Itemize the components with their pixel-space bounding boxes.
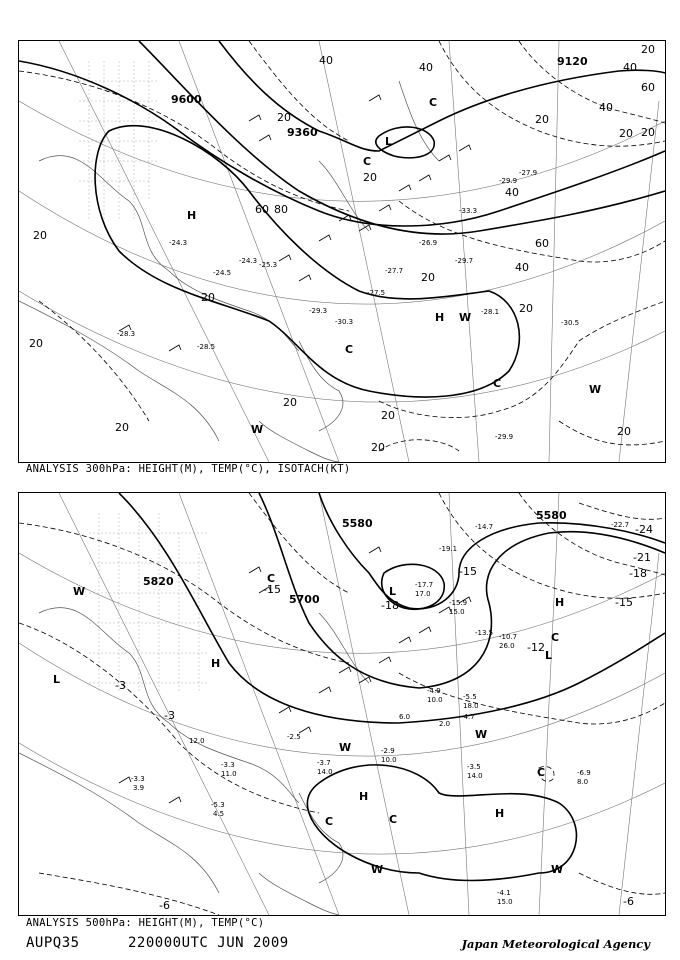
longitude-line <box>539 493 559 915</box>
dewpoint-label: 12.0 <box>189 737 205 745</box>
temp-contour-label: -3 <box>115 679 126 692</box>
center-marker: C <box>429 96 438 109</box>
dewpoint-label: 15.0 <box>449 608 465 616</box>
agency-name: Japan Meteorological Agency <box>461 937 650 951</box>
temp-label: -29.9 <box>495 433 514 441</box>
dewpoint-label: 18.0 <box>463 702 479 710</box>
temp-contour-label: -6 <box>159 899 170 912</box>
coastline <box>299 793 343 883</box>
analysis-datetime: 220000UTC JUN 2009 <box>128 935 289 951</box>
isotach <box>39 301 149 421</box>
dewpoint-label: 14.0 <box>317 768 333 776</box>
isotach-label: 20 <box>619 127 633 140</box>
isotach-label: 20 <box>33 229 47 242</box>
longitude-line <box>179 493 339 915</box>
temp-label: -28.1 <box>481 308 500 316</box>
dewpoint-label: 8.0 <box>577 778 589 786</box>
center-marker: H <box>495 807 505 820</box>
center-marker: W <box>589 383 602 396</box>
isotach-label: 60 <box>535 237 549 250</box>
height-contour <box>219 41 665 151</box>
temp-label: -27.5 <box>367 289 386 297</box>
isotach-label: 40 <box>623 61 637 74</box>
temp-label: -29.3 <box>309 307 328 315</box>
grid-hatch-bottom <box>89 513 209 693</box>
isotach-label: 60 <box>641 81 655 94</box>
temperature-labels-bottom <box>131 521 629 897</box>
center-marker: W <box>475 728 488 741</box>
latitude-line <box>19 553 665 653</box>
center-marker: C <box>325 815 334 828</box>
center-marker: H <box>211 657 221 670</box>
temp-label: -3.3 <box>131 775 145 783</box>
center-marker: C <box>537 766 546 779</box>
temp-contour <box>579 873 665 894</box>
isotach-label: 20 <box>29 337 43 350</box>
coastline <box>259 873 339 915</box>
temp-label: -3.7 <box>317 759 331 767</box>
height-label: 5580 <box>536 509 567 522</box>
isotach-label: 20 <box>363 171 377 184</box>
center-marker: L <box>385 135 393 148</box>
center-marker: C <box>267 572 276 585</box>
center-marker: W <box>251 423 264 436</box>
temperature-contours-bottom <box>19 493 665 915</box>
isotach <box>559 421 665 445</box>
temp-label: -4.9 <box>427 687 441 695</box>
dewpoint-label: 3.9 <box>133 784 145 792</box>
longitude-line <box>319 41 409 462</box>
temp-label: -30.5 <box>561 319 580 327</box>
isotach-label: 20 <box>201 291 215 304</box>
latitude-line <box>19 291 665 402</box>
center-marker: W <box>371 863 384 876</box>
center-marker: H <box>187 209 197 222</box>
dewpoint-label: 15.0 <box>497 898 513 906</box>
temp-contour-label: -18 <box>381 599 399 612</box>
height-contour <box>139 41 665 234</box>
pressure-centers-bottom <box>53 572 564 876</box>
height-label: 5580 <box>342 517 373 530</box>
map-500hpa-canvas <box>19 493 665 915</box>
temp-label: -29.7 <box>455 257 474 265</box>
isotach-label: 40 <box>599 101 613 114</box>
latitude-line <box>19 101 665 201</box>
temp-label: -4.1 <box>497 889 511 897</box>
isotach-label: 20 <box>535 113 549 126</box>
coastline <box>259 421 339 462</box>
isotach-label: 20 <box>617 425 631 438</box>
temp-contour-label: -24 <box>635 523 653 536</box>
panel-title-300hpa: ANALYSIS 300hPa: HEIGHT(M), TEMP(°C), ISOTACH(KT) <box>26 463 351 475</box>
isotach-label: 20 <box>519 302 533 315</box>
longitude-line <box>619 101 659 462</box>
center-marker: L <box>53 673 61 686</box>
longitude-line <box>59 493 269 915</box>
temp-contour-label: -3 <box>164 709 175 722</box>
temp-label: -28.5 <box>197 343 216 351</box>
isotach-label: 20 <box>277 111 291 124</box>
temp-label: -27.9 <box>519 169 538 177</box>
temp-label: -4.7 <box>461 713 475 721</box>
temp-label: -30.3 <box>335 318 354 326</box>
grid-hatch-top <box>79 61 159 221</box>
map-300hpa-canvas <box>19 41 665 462</box>
height-label: 5820 <box>143 575 174 588</box>
temp-contour-label: -15 <box>459 565 477 578</box>
longitude-line <box>449 41 479 462</box>
height-label: 5700 <box>289 593 320 606</box>
isotach-label: 40 <box>419 61 433 74</box>
graticule-bottom <box>19 493 665 915</box>
temp-contour-label: -15 <box>615 596 633 609</box>
temp-label: -17.7 <box>415 581 434 589</box>
temp-label: -2.5 <box>287 733 301 741</box>
panel-title-500hpa: ANALYSIS 500hPa: HEIGHT(M), TEMP(°C) <box>26 917 265 929</box>
dewpoint-label: 26.0 <box>499 642 515 650</box>
temp-label: -13.5 <box>475 629 494 637</box>
center-marker: L <box>545 649 553 662</box>
longitude-line <box>319 493 409 915</box>
isotach-label: 80 <box>274 203 288 216</box>
temp-label: -28.3 <box>117 330 136 338</box>
dewpoint-labels-bottom <box>133 590 588 906</box>
temp-contour-label: -15 <box>263 583 281 596</box>
isotach-label: 40 <box>319 54 333 67</box>
temp-label: -3.3 <box>221 761 235 769</box>
height-label: 9120 <box>557 55 588 68</box>
temp-label: -14.7 <box>475 523 494 531</box>
center-marker: C <box>345 343 354 356</box>
center-marker: H <box>555 596 565 609</box>
temp-label: -2.9 <box>381 747 395 755</box>
map-panel-300hpa <box>18 40 666 463</box>
dewpoint-label: 6.0 <box>399 713 411 721</box>
isotach-labels-top <box>29 43 655 454</box>
center-marker: W <box>459 311 472 324</box>
temp-label: -15.9 <box>449 599 468 607</box>
dewpoint-label: 2.0 <box>439 720 451 728</box>
temp-label: -24.3 <box>169 239 188 247</box>
isotach-label: 40 <box>505 186 519 199</box>
coastline <box>19 301 219 441</box>
center-marker: W <box>339 741 352 754</box>
temp-label: -24.3 <box>239 257 258 265</box>
coastline <box>39 156 299 351</box>
coastline <box>19 753 219 893</box>
temp-label: -6.9 <box>577 769 591 777</box>
temp-contour-label: -21 <box>633 551 651 564</box>
center-marker: W <box>551 863 564 876</box>
temp-label: -3.5 <box>467 763 481 771</box>
pressure-centers-top <box>187 96 601 436</box>
isotach-label: 20 <box>641 126 655 139</box>
bulletin-code: AUPQ35 <box>26 935 80 951</box>
temp-label: -26.9 <box>419 239 438 247</box>
temp-contour <box>579 503 665 519</box>
map-panel-500hpa <box>18 492 666 916</box>
isotach-label: 20 <box>381 409 395 422</box>
isotach-label: 20 <box>421 271 435 284</box>
isotach-label: 20 <box>371 441 385 454</box>
latitude-line <box>19 743 665 854</box>
temp-contour <box>249 493 349 593</box>
temp-contour <box>39 873 219 915</box>
temp-label: -33.3 <box>459 207 478 215</box>
isotach-label: 60 <box>255 203 269 216</box>
center-marker: H <box>435 311 445 324</box>
isotach-label: 20 <box>115 421 129 434</box>
height-contour <box>259 493 665 688</box>
temp-contour-label: -18 <box>629 567 647 580</box>
isotach <box>19 71 349 211</box>
height-label: 9600 <box>171 93 202 106</box>
center-marker: C <box>363 155 372 168</box>
temp-label: -19.1 <box>439 545 458 553</box>
longitude-line <box>179 41 339 462</box>
longitude-line <box>549 41 559 462</box>
temp-contour-label: -12 <box>527 641 545 654</box>
isotach-label: 40 <box>515 261 529 274</box>
temp-label: -25.3 <box>259 261 278 269</box>
dewpoint-label: 10.0 <box>427 696 443 704</box>
temp-contour-label: -6 <box>623 895 634 908</box>
center-marker: C <box>389 813 398 826</box>
height-label: 9360 <box>287 126 318 139</box>
center-marker: W <box>73 585 86 598</box>
graticule-top <box>19 41 665 462</box>
high-center-contour <box>307 765 576 881</box>
isotach <box>379 301 665 418</box>
temp-label: -5.3 <box>211 801 225 809</box>
temp-label: -24.5 <box>213 269 232 277</box>
center-marker: C <box>493 377 502 390</box>
temp-label: -5.5 <box>463 693 477 701</box>
dewpoint-label: 17.0 <box>415 590 431 598</box>
center-marker: H <box>359 790 369 803</box>
dewpoint-label: 10.0 <box>381 756 397 764</box>
isotach <box>379 440 459 451</box>
dewpoint-label: 4.5 <box>213 810 225 818</box>
dewpoint-label: 14.0 <box>467 772 483 780</box>
temp-label: -27.7 <box>385 267 404 275</box>
coastline <box>39 608 299 803</box>
isotach <box>399 201 665 262</box>
temp-label: -22.7 <box>611 521 630 529</box>
temp-label: -10.7 <box>499 633 518 641</box>
isotach-label: 20 <box>283 396 297 409</box>
center-marker: C <box>551 631 560 644</box>
dewpoint-label: 11.0 <box>221 770 237 778</box>
isotach-label: 20 <box>641 43 655 56</box>
center-marker: L <box>389 585 397 598</box>
temp-label: -29.9 <box>499 177 518 185</box>
longitude-line <box>59 41 269 462</box>
height-contour <box>319 493 665 609</box>
